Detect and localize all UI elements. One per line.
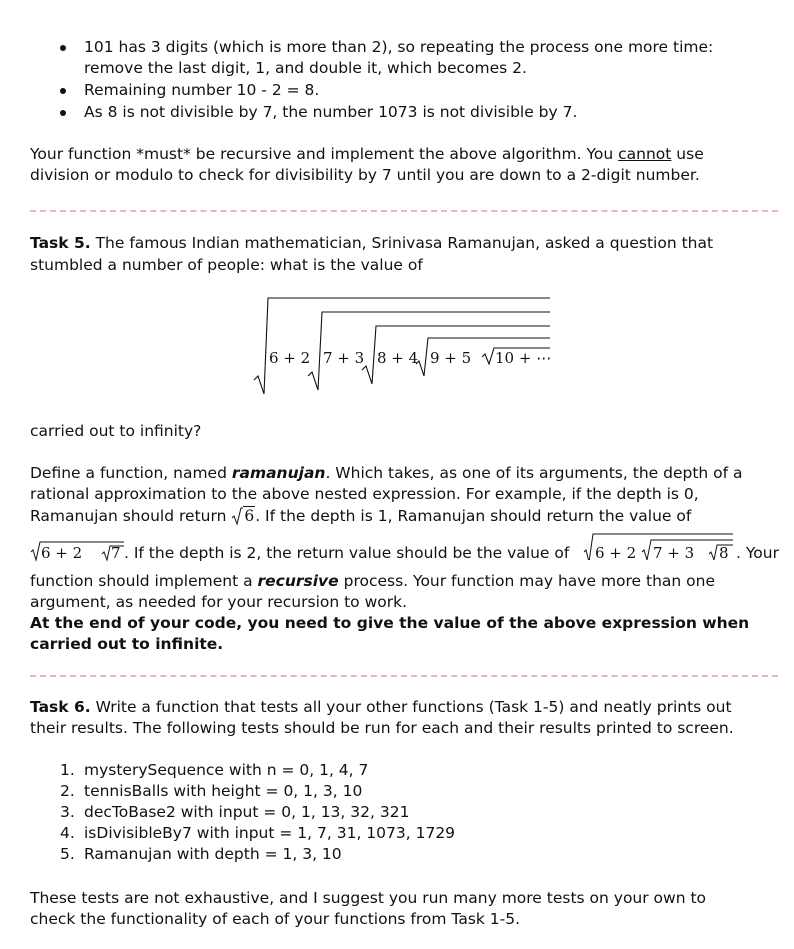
section-divider: [30, 210, 778, 212]
radical-example-1: 7: [111, 544, 121, 562]
test-item-text: mysterySequence with n = 0, 1, 4, 7: [84, 761, 369, 779]
define-line: [30, 571, 715, 592]
radical-example-2: 7 + 3: [653, 544, 695, 562]
task5-text: The famous Indian mathematician, Srinivasa Ramanujan, asked a question that: [90, 234, 714, 252]
define-text: . If the depth is 1, Ramanujan should return the value of: [255, 507, 692, 525]
task6-label: Task 6.: [30, 698, 91, 716]
define-line-radicals: [30, 532, 780, 562]
radical-signs: [250, 292, 560, 402]
emphasis-cannot: cannot: [618, 145, 672, 163]
requirement-text: Your function *must* be recursive and implement the above algorithm. You: [30, 145, 619, 163]
define-line: [30, 463, 743, 484]
task5-intro-line2: stumbled a number of people: what is the value of: [30, 256, 423, 274]
test-item: 5.: [60, 845, 75, 863]
bold-instruction: At the end of your code, you need to give the value of the above expression when: [30, 614, 750, 632]
bullet-dot: [60, 88, 66, 94]
bullet-dot: [60, 110, 66, 116]
formula-term: 6 + 2: [269, 349, 311, 367]
bold-instruction: carried out to infinite.: [30, 635, 224, 653]
define-line: [30, 506, 691, 527]
define-text: process. Your function may have more than one: [338, 572, 716, 590]
radical-example-2: 8: [719, 544, 729, 562]
requirement-line: [30, 144, 704, 165]
task5-label: Task 5.: [30, 234, 91, 252]
test-item: 2.: [60, 782, 75, 800]
recursive-keyword: recursive: [257, 572, 339, 590]
task5-intro: [30, 233, 713, 254]
define-line: rational approximation to the above nested expression. For example, if the depth is 0,: [30, 485, 699, 503]
test-item-text: isDivisibleBy7 with input = 1, 7, 31, 1073, 1729: [84, 824, 456, 842]
closing-text: These tests are not exhaustive, and I suggest you run many more tests on your own to: [30, 889, 707, 907]
task6-intro: [30, 697, 732, 718]
function-name: ramanujan: [231, 464, 326, 482]
define-text: Define a function, named: [30, 464, 232, 482]
test-item-text: Ramanujan with depth = 1, 3, 10: [84, 845, 342, 863]
formula-term: 8 + 4: [377, 349, 419, 367]
define-text: Ramanujan should return: [30, 507, 232, 525]
requirement-line: division or modulo to check for divisibility by 7 until you are down to a 2-digit number.: [30, 166, 700, 184]
bullet-text: As 8 is not divisible by 7, the number 1073 is not divisible by 7.: [84, 103, 578, 121]
task6-intro-line2: their results. The following tests should be run for each and their results printed to screen.: [30, 719, 734, 737]
test-item: 4.: [60, 824, 75, 842]
define-text: . If the depth is 2, the return value should be the value of: [124, 544, 570, 562]
formula-term: 7 + 3: [323, 349, 365, 367]
bullet-text: Remaining number 10 - 2 = 8.: [84, 81, 320, 99]
radical-example-2: 6 + 2: [595, 544, 637, 562]
define-text: . Your: [736, 544, 779, 562]
requirement-text: use: [671, 145, 704, 163]
bullet-text-continued: remove the last digit, 1, and double it, which becomes 2.: [84, 59, 527, 77]
test-item: 3.: [60, 803, 75, 821]
define-text: function should implement a: [30, 572, 258, 590]
task6-text: Write a function that tests all your other functions (Task 1-5) and neatly prints out: [90, 698, 732, 716]
test-item: 1.: [60, 761, 75, 779]
sqrt-six: 6: [233, 506, 255, 527]
bullet-text: 101 has 3 digits (which is more than 2), so repeating the process one more time:: [84, 38, 714, 56]
formula-term: 9 + 5: [430, 349, 472, 367]
radical-example-1: 6 + 2: [41, 544, 83, 562]
nested-radical-formula: [250, 292, 560, 402]
carried-text: carried out to infinity?: [30, 422, 202, 440]
formula-term: 10 + ⋯: [495, 349, 552, 367]
define-line: argument, as needed for your recursion to work.: [30, 593, 408, 611]
test-item-text: decToBase2 with input = 0, 1, 13, 32, 321: [84, 803, 410, 821]
section-divider: [30, 675, 778, 677]
define-text: . Which takes, as one of its arguments, the depth of a: [325, 464, 743, 482]
closing-text: check the functionality of each of your functions from Task 1-5.: [30, 910, 521, 928]
bullet-dot: [60, 45, 66, 51]
test-item-text: tennisBalls with height = 0, 1, 3, 10: [84, 782, 363, 800]
